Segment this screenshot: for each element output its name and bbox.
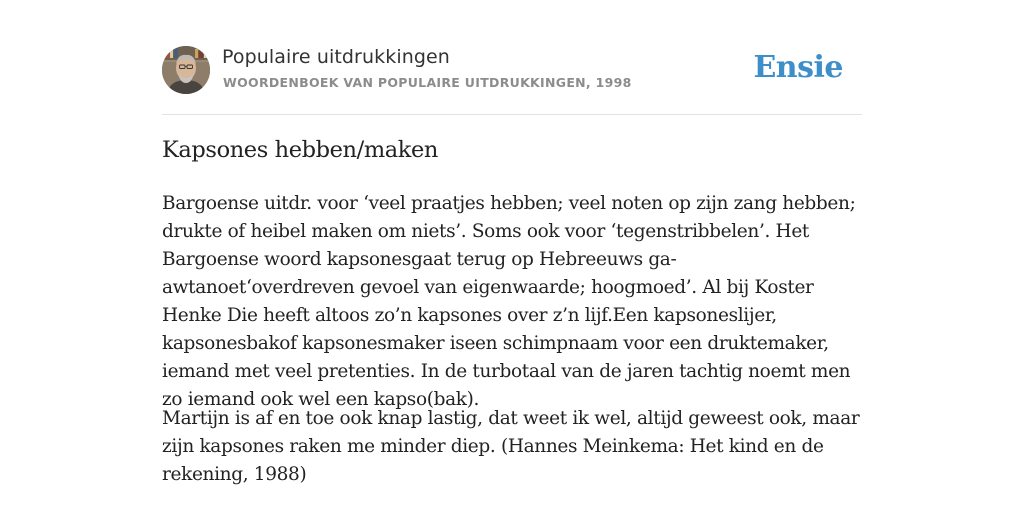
- source-title[interactable]: Populaire uitdrukkingen: [222, 46, 450, 68]
- ensie-logo[interactable]: Ensie: [753, 50, 843, 85]
- entry-paragraph: Bargoense uitdr. voor ‘veel praatjes hebben; veel noten op zijn zang hebben; drukte of heibel maken om niets’. Soms ook voor ‘tegenstribbelen’. Het Bargoense woord kapsonesgaat terug op Hebreeuws ga-awtanoet‘overdreven gevoel van eigenwaarde; hoogmoed’. Al bij Koster Henke Die heeft altoos zo’n kapsones over z’n lijf.Een kapsoneslijer, kapsonesbakof kapsonesmaker iseen schimpnaam voor een druktemaker, iemand met veel pretenties. In de turbotaal van de jaren tachtig noemt men zo iemand ook wel een kapso(bak).: [162, 193, 856, 410]
- author-avatar: [162, 46, 210, 94]
- source-header: [162, 44, 862, 115]
- author-portrait-icon: [162, 46, 210, 94]
- entry-title: Kapsones hebben/maken: [162, 137, 439, 163]
- entry-quote-paragraph: Martijn is af en toe ook knap lastig, dat weet ik wel, altijd geweest ook, maar zijn kapsones raken me minder diep. (Hannes Meinkema: Het kind en de rekening, 1988): [162, 408, 860, 485]
- source-subtitle: WOORDENBOEK VAN POPULAIRE UITDRUKKINGEN, 1998: [223, 75, 632, 90]
